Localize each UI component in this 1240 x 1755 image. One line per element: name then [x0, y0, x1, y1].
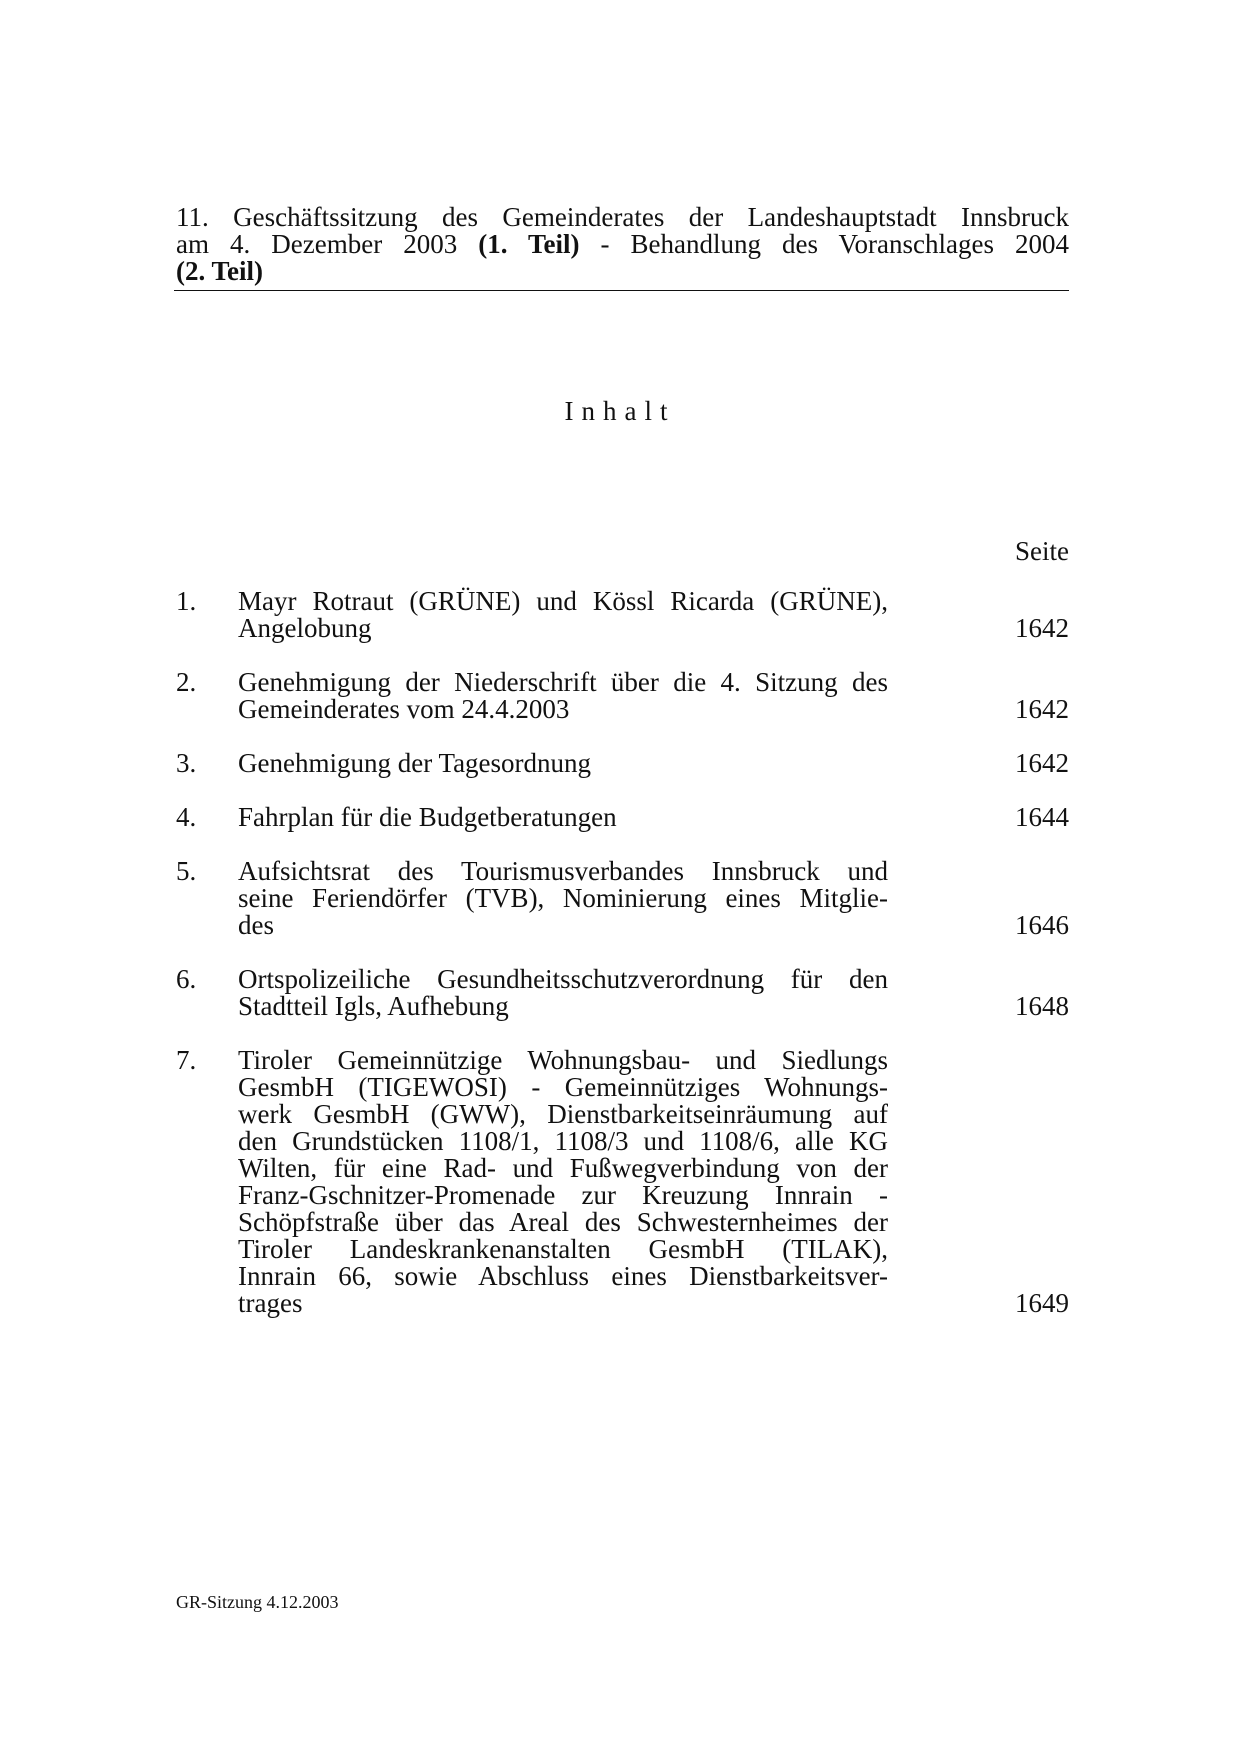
toc-entry-line: seine Feriendörfer (TVB), Nominierung eines Mitglie- — [238, 883, 888, 913]
toc-entry-line: des — [238, 910, 274, 940]
toc-entry-line: Angelobung — [238, 613, 372, 643]
toc-entry-number: 2. — [176, 667, 197, 697]
toc-entry-line: Genehmigung der Tagesordnung — [238, 748, 592, 778]
title-line-3 — [176, 258, 1069, 285]
toc-entry — [176, 669, 1069, 723]
toc-entry-page: 1642 — [1015, 694, 1069, 724]
toc-entry-text — [238, 750, 1068, 777]
toc-entry — [176, 966, 1069, 1020]
toc-entry — [176, 750, 1069, 777]
toc-entry — [176, 1047, 1069, 1317]
toc-entry-line: Gemeinderates vom 24.4.2003 — [238, 694, 570, 724]
toc-entry-text — [238, 966, 1068, 1020]
footer-text: GR-Sitzung 4.12.2003 — [176, 1592, 339, 1612]
toc-entry-page: 1642 — [1015, 748, 1069, 778]
page-column-label: Seite — [1015, 536, 1069, 566]
toc-entry-line: Schöpfstraße über das Areal des Schwesternheimes der — [238, 1207, 888, 1237]
title-underline — [174, 290, 1069, 291]
toc-entry-text — [238, 669, 1068, 723]
toc-entry-page: 1644 — [1015, 802, 1069, 832]
toc-entry-line: den Grundstücken 1108/1, 1108/3 und 1108/6, alle KG — [238, 1126, 888, 1156]
toc-entry — [176, 858, 1069, 939]
toc-entry-line: Mayr Rotraut (GRÜNE) und Kössl Ricarda (GRÜNE), — [238, 586, 888, 616]
toc-entry-number: 6. — [176, 964, 197, 994]
toc-entry-text — [238, 858, 1068, 939]
toc-entry-line: Innrain 66, sowie Abschluss eines Dienstbarkeitsver- — [238, 1261, 888, 1291]
toc-entry-number: 1. — [176, 586, 197, 616]
title-part-1-label: (1. Teil) — [478, 229, 580, 259]
toc-entry-number: 3. — [176, 748, 197, 778]
title-line-2-end: - Behandlung des Voranschlages 2004 — [579, 229, 1069, 259]
toc-entry — [176, 804, 1069, 831]
toc-entry-line: Franz-Gschnitzer-Promenade zur Kreuzung Innrain - — [238, 1180, 888, 1210]
toc-entry-number: 4. — [176, 802, 197, 832]
toc-entry-text — [238, 588, 1068, 642]
toc-entry-line: trages — [238, 1288, 303, 1318]
toc-entry-line: Tiroler Landeskrankenanstalten GesmbH (TILAK), — [238, 1234, 888, 1264]
toc-entry-page: 1649 — [1015, 1288, 1069, 1318]
toc-entry-page: 1642 — [1015, 613, 1069, 643]
toc-entry-text — [238, 1047, 1068, 1317]
toc-entry-line: Aufsichtsrat des Tourismusverbandes Innsbruck und — [238, 856, 888, 886]
title-line-1: 11. Geschäftssitzung des Gemeinderates der Landeshauptstadt Innsbruck — [176, 202, 1069, 232]
toc-entry-line: Stadtteil Igls, Aufhebung — [238, 991, 509, 1021]
toc-entry-line: Fahrplan für die Budgetberatungen — [238, 802, 617, 832]
toc-entry-line: Ortspolizeiliche Gesundheitsschutzverordnung für den — [238, 964, 888, 994]
toc-entry-line: werk GesmbH (GWW), Dienstbarkeitseinräumung auf — [238, 1099, 888, 1129]
title-line-2 — [176, 231, 1069, 258]
toc-entry-line: Genehmigung der Niederschrift über die 4. Sitzung des — [238, 667, 888, 697]
title-line-2-start: am 4. Dezember 2003 — [176, 229, 479, 259]
title-part-2-label: (2. Teil) — [176, 256, 264, 286]
table-of-contents — [176, 588, 1069, 1344]
toc-entry-page: 1646 — [1015, 910, 1069, 940]
toc-entry-number: 7. — [176, 1045, 197, 1075]
toc-entry-text — [238, 804, 1068, 831]
toc-entry — [176, 588, 1069, 642]
toc-heading: Inhalt — [564, 396, 676, 426]
document-title — [176, 204, 1069, 285]
toc-entry-number: 5. — [176, 856, 197, 886]
toc-entry-page: 1648 — [1015, 991, 1069, 1021]
toc-entry-line: Wilten, für eine Rad- und Fußwegverbindung von der — [238, 1153, 888, 1183]
toc-entry-line: GesmbH (TIGEWOSI) - Gemeinnütziges Wohnungs- — [238, 1072, 888, 1102]
toc-entry-line: Tiroler Gemeinnützige Wohnungsbau- und Siedlungs — [238, 1045, 888, 1075]
